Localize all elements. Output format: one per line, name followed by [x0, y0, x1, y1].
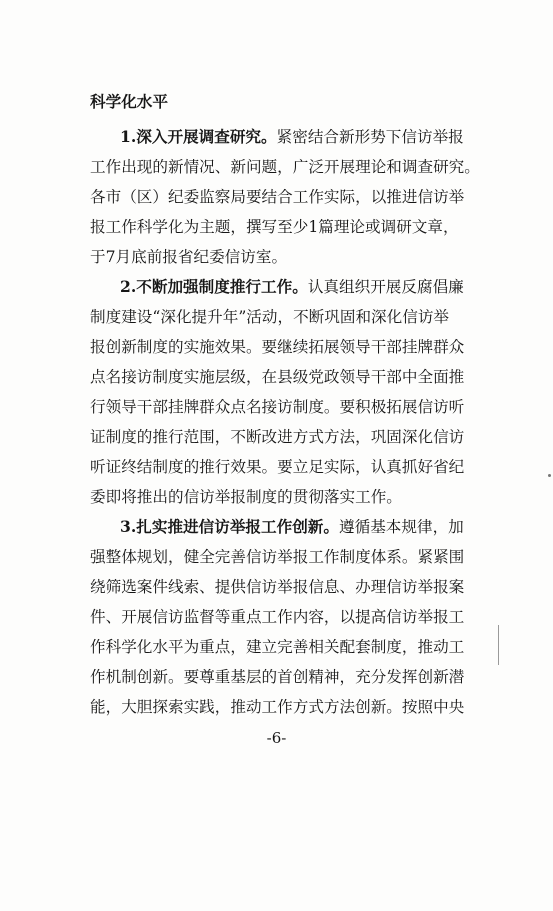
- item-2-line-4: 点名接访制度实施层级，在县级党政领导干部中全面推: [90, 368, 465, 386]
- item-3-line-1: 遵循基本规律，加: [339, 518, 464, 536]
- item-3-first-line: [120, 512, 490, 542]
- item-2-line-8: 委即将推出的信访举报制度的贯彻落实工作。: [90, 488, 402, 506]
- item-2-title: 2.不断加强制度推行工作。: [120, 277, 308, 296]
- item-1-title: 1.深入开展调查研究。: [120, 127, 277, 146]
- item-2-first-line: [120, 272, 490, 302]
- item-3-line-4: 件、开展信访监督等重点工作内容，以提高信访举报工: [90, 608, 465, 626]
- item-2-line-7: 听证终结制度的推行效果。要立足实际，认真抓好省纪: [90, 458, 465, 476]
- item-1-first-line: [120, 122, 490, 152]
- item-2-line-2: 制度建设“深化提升年”活动，不断巩固和深化信访举: [90, 308, 450, 326]
- item-2-line-5: 行领导干部挂牌群众点名接访制度。要积极拓展信访听: [90, 398, 465, 416]
- page-number: -6-: [266, 729, 287, 747]
- item-1-line-5: 于7月底前报省纪委信访室。: [90, 248, 288, 266]
- section-heading: 科学化水平: [90, 92, 168, 111]
- item-3-line-3: 绕筛选案件线索、提供信访举报信息、办理信访举报案: [90, 578, 465, 596]
- scan-artifact-dot: [548, 474, 551, 477]
- item-3-line-2: 强整体规划，健全完善信访举报工作制度体系。紧紧围: [90, 548, 465, 566]
- item-3-line-6: 作机制创新。要尊重基层的首创精神，充分发挥创新潜: [90, 668, 465, 686]
- item-1-line-2: 工作出现的新情况、新问题，广泛开展理论和调查研究。: [90, 158, 480, 176]
- item-3-line-7: 能，大胆探索实践，推动工作方式方法创新。按照中央: [90, 698, 465, 716]
- item-1-line-1: 紧密结合新形势下信访举报: [276, 128, 464, 146]
- item-2-line-3: 报创新制度的实施效果。要继续拓展领导干部挂牌群众: [90, 338, 465, 356]
- item-1-line-4: 报工作科学化为主题，撰写至少1篇理论或调研文章，: [90, 218, 459, 236]
- item-3-line-5: 作科学化水平为重点，建立完善相关配套制度，推动工: [90, 638, 465, 656]
- item-2-line-6: 证制度的推行范围，不断改进方式方法，巩固深化信访: [90, 428, 465, 446]
- scan-artifact-line: [498, 625, 499, 665]
- item-1-line-3: 各市（区）纪委监察局要结合工作实际，以推进信访举: [90, 188, 465, 206]
- item-2-line-1: 认真组织开展反腐倡廉: [307, 278, 464, 296]
- item-3-title: 3.扎实推进信访举报工作创新。: [120, 517, 339, 536]
